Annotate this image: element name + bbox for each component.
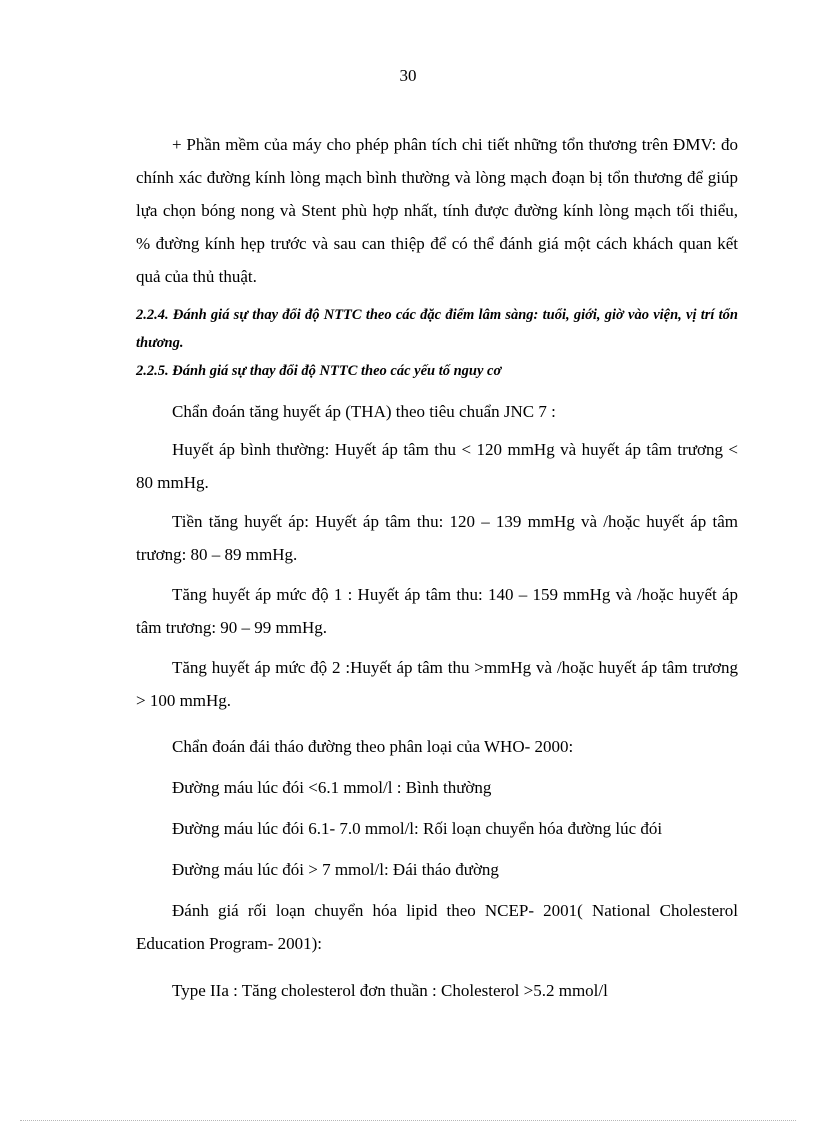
paragraph-tha-stage2: Tăng huyết áp mức độ 2 :Huyết áp tâm thu >mmHg và /hoặc huyết áp tâm trương > 100 mmHg.	[136, 658, 738, 710]
section-heading-2-2-4: 2.2.4. Đánh giá sự thay đổi độ NTTC theo các đặc điểm lâm sàng: tuổi, giới, giờ vào viện, vị trí tổn thương.	[136, 307, 738, 351]
paragraph-tha-pre: Tiền tăng huyết áp: Huyết áp tâm thu: 120 – 139 mmHg và /hoặc huyết áp tâm trương: 80 – 89 mmHg.	[136, 512, 738, 564]
paragraph-tha-normal: Huyết áp bình thường: Huyết áp tâm thu < 120 mmHg và huyết áp tâm trương < 80 mmHg.	[136, 440, 738, 492]
page-number: 30	[399, 66, 417, 85]
paragraph-tha-stage1: Tăng huyết áp mức độ 1 : Huyết áp tâm thu: 140 – 159 mmHg và /hoặc huyết áp tâm trương: 90 – 99 mmHg.	[136, 585, 738, 637]
paragraph-software: + Phần mềm của máy cho phép phân tích chi tiết những tổn thương trên ĐMV: đo chính xác đường kính lòng mạch bình thường và lòng mạch đoạn bị tổn thương để giúp lựa chọn bóng nong và Stent phù hợp nhất, tính được đường kính lòng mạch tối thiểu, % đường kính hẹp trước và sau can thiệp để có thể đánh giá một cách khách quan kết quả của thủ thuật.	[136, 135, 738, 286]
document-body	[136, 128, 738, 1001]
section-heading-2-2-5: 2.2.5. Đánh giá sự thay đổi độ NTTC theo các yếu tố nguy cơ	[136, 363, 502, 379]
paragraph-tha-intro: Chẩn đoán tăng huyết áp (THA) theo tiêu chuẩn JNC 7 :	[172, 402, 556, 421]
paragraph-dtd-ifg: Đường máu lúc đói 6.1- 7.0 mmol/l: Rối loạn chuyển hóa đường lúc đói	[172, 819, 663, 838]
paragraph-lipid-type2a: Type IIa : Tăng cholesterol đơn thuần : Cholesterol >5.2 mmol/l	[172, 981, 608, 1000]
paragraph-lipid-intro: Đánh giá rối loạn chuyển hóa lipid theo NCEP- 2001( National Cholesterol Education Program- 2001):	[136, 901, 738, 953]
page-bottom-divider	[20, 1120, 796, 1121]
paragraph-dtd-normal: Đường máu lúc đói <6.1 mmol/l : Bình thường	[172, 778, 492, 797]
paragraph-dtd-intro: Chẩn đoán đái tháo đường theo phân loại của WHO- 2000:	[172, 737, 574, 756]
paragraph-dtd-diabetes: Đường máu lúc đói > 7 mmol/l: Đái tháo đường	[172, 860, 499, 879]
